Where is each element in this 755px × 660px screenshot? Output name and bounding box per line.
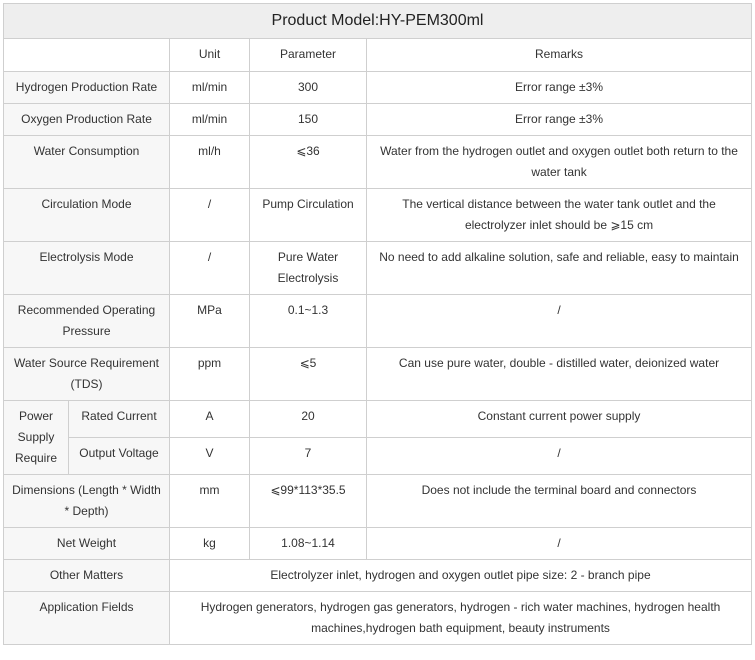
row-label-rated-current: Rated Current xyxy=(69,401,170,438)
row-remarks: Error range ±3% xyxy=(367,72,752,104)
row-label-dimensions: Dimensions (Length * Width * Depth) xyxy=(4,475,170,528)
row-unit: A xyxy=(170,401,250,438)
header-remarks: Remarks xyxy=(367,39,752,72)
row-parameter: 150 xyxy=(250,104,367,136)
header-parameter: Parameter xyxy=(250,39,367,72)
row-parameter: Pure Water Electrolysis xyxy=(250,242,367,295)
row-unit: MPa xyxy=(170,295,250,348)
table-row xyxy=(4,592,752,645)
row-remarks: / xyxy=(367,438,752,475)
header-unit: Unit xyxy=(170,39,250,72)
spec-table xyxy=(3,3,752,645)
spec-table-container xyxy=(3,3,751,645)
row-parameter: ⩽5 xyxy=(250,348,367,401)
product-title: Product Model:HY-PEM300ml xyxy=(4,4,752,39)
row-parameter: 0.1~1.3 xyxy=(250,295,367,348)
row-parameter: 7 xyxy=(250,438,367,475)
row-parameter: 20 xyxy=(250,401,367,438)
row-parameter: 1.08~1.14 xyxy=(250,528,367,560)
row-remarks: No need to add alkaline solution, safe and reliable, easy to maintain xyxy=(367,242,752,295)
row-parameter: ⩽99*113*35.5 xyxy=(250,475,367,528)
row-unit: mm xyxy=(170,475,250,528)
row-parameter: Pump Circulation xyxy=(250,189,367,242)
row-unit: / xyxy=(170,242,250,295)
table-row xyxy=(4,401,752,438)
row-remarks: Constant current power supply xyxy=(367,401,752,438)
row-unit: / xyxy=(170,189,250,242)
row-remarks: Can use pure water, double - distilled water, deionized water xyxy=(367,348,752,401)
row-parameter: 300 xyxy=(250,72,367,104)
row-unit: ml/h xyxy=(170,136,250,189)
row-label-application-fields: Application Fields xyxy=(4,592,170,645)
row-unit: V xyxy=(170,438,250,475)
row-label-water-consumption: Water Consumption xyxy=(4,136,170,189)
row-unit: ml/min xyxy=(170,72,250,104)
row-label-oxygen-rate: Oxygen Production Rate xyxy=(4,104,170,136)
row-label-operating-pressure: Recommended Operating Pressure xyxy=(4,295,170,348)
row-remarks: The vertical distance between the water tank outlet and the electrolyzer inlet should be ⩾15 cm xyxy=(367,189,752,242)
row-remarks: / xyxy=(367,295,752,348)
title-row xyxy=(4,4,752,39)
table-row xyxy=(4,189,752,242)
row-label-electrolysis-mode: Electrolysis Mode xyxy=(4,242,170,295)
row-label-net-weight: Net Weight xyxy=(4,528,170,560)
row-remarks: Water from the hydrogen outlet and oxygen outlet both return to the water tank xyxy=(367,136,752,189)
row-label-other-matters: Other Matters xyxy=(4,560,170,592)
table-row xyxy=(4,348,752,401)
table-row xyxy=(4,560,752,592)
row-parameter: ⩽36 xyxy=(250,136,367,189)
header-row xyxy=(4,39,752,72)
row-unit: ppm xyxy=(170,348,250,401)
row-label-power-supply: Power Supply Require xyxy=(4,401,69,475)
row-remarks: Does not include the terminal board and connectors xyxy=(367,475,752,528)
row-label-water-source: Water Source Requirement (TDS) xyxy=(4,348,170,401)
row-label-circulation-mode: Circulation Mode xyxy=(4,189,170,242)
row-label-output-voltage: Output Voltage xyxy=(69,438,170,475)
row-value-application-fields: Hydrogen generators, hydrogen gas generators, hydrogen - rich water machines, hydrogen health machines,hydrogen bath equipment, beauty instruments xyxy=(170,592,752,645)
table-row xyxy=(4,528,752,560)
table-row xyxy=(4,475,752,528)
row-value-other-matters: Electrolyzer inlet, hydrogen and oxygen outlet pipe size: 2 - branch pipe xyxy=(170,560,752,592)
table-row xyxy=(4,438,752,475)
header-blank xyxy=(4,39,170,72)
row-remarks: Error range ±3% xyxy=(367,104,752,136)
table-row xyxy=(4,242,752,295)
table-row xyxy=(4,104,752,136)
row-label-hydrogen-rate: Hydrogen Production Rate xyxy=(4,72,170,104)
row-unit: ml/min xyxy=(170,104,250,136)
table-row xyxy=(4,136,752,189)
table-row xyxy=(4,72,752,104)
row-unit: kg xyxy=(170,528,250,560)
row-remarks: / xyxy=(367,528,752,560)
table-row xyxy=(4,295,752,348)
